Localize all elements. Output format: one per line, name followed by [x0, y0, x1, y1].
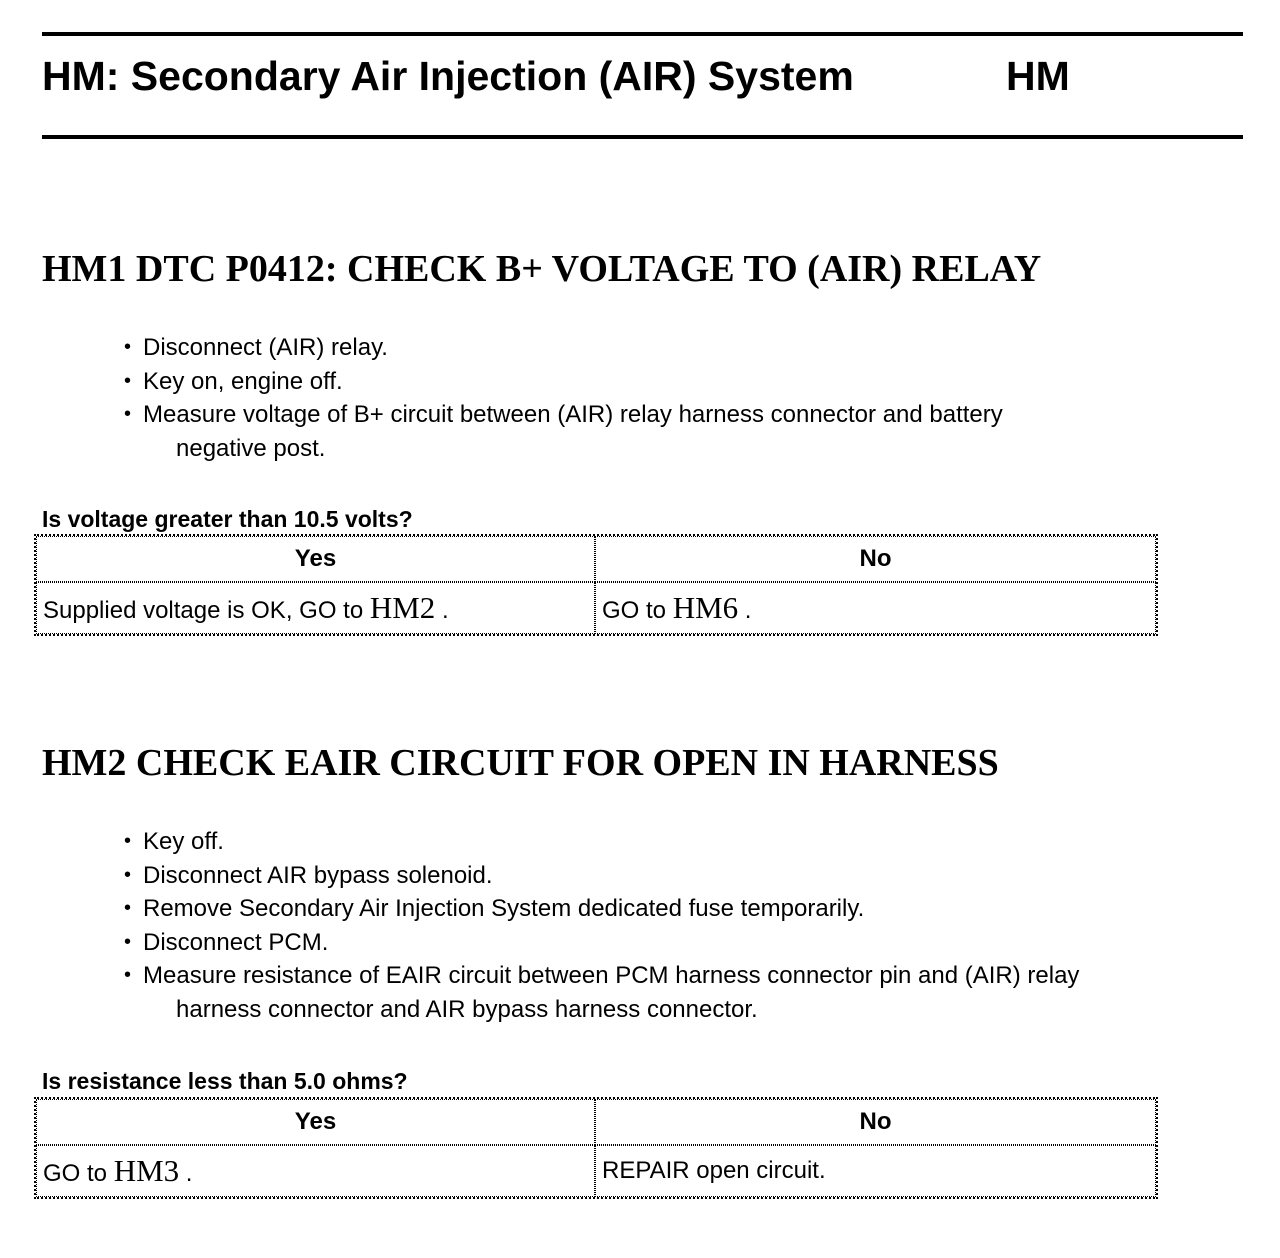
bullet-icon: •	[124, 336, 132, 358]
table-header-row	[36, 536, 1156, 582]
link-hm2[interactable]: HM2	[369, 590, 436, 625]
bullet-icon: •	[124, 964, 132, 986]
list-item: • Disconnect (AIR) relay.	[124, 331, 1003, 365]
document-title: HM: Secondary Air Injection (AIR) System	[42, 53, 854, 99]
yes-column-header: Yes	[36, 536, 595, 582]
bullet-icon: •	[124, 863, 132, 886]
no-column-header: No	[595, 536, 1156, 582]
yes-cell: Supplied voltage is OK, GO to HM2 .	[36, 582, 595, 634]
table-row	[36, 1145, 1156, 1197]
step-hm2-instructions	[124, 825, 1079, 1026]
step-hm1-answer-table	[34, 534, 1158, 636]
bullet-icon: •	[124, 830, 132, 852]
yes-cell: GO to HM3 .	[36, 1145, 595, 1197]
list-item: • Measure voltage of B+ circuit between (AIR) relay harness connector and battery negative post.	[124, 398, 1003, 465]
document-code: HM	[1006, 53, 1070, 99]
header-top-rule	[42, 32, 1243, 36]
list-item: • Measure resistance of EAIR circuit between PCM harness connector pin and (AIR) relay harness connector and AIR bypass harness connector.	[124, 959, 1079, 1026]
bullet-continuation: harness connector and AIR bypass harness connector.	[176, 995, 758, 1023]
yes-column-header: Yes	[36, 1099, 595, 1145]
no-cell: GO to HM6 .	[595, 582, 1156, 634]
link-hm6[interactable]: HM6	[672, 590, 739, 625]
bullet-icon: •	[124, 369, 132, 392]
step-hm1-instructions	[124, 331, 1003, 465]
bullet-continuation: negative post.	[176, 434, 326, 462]
step-hm2-answer-table	[34, 1097, 1158, 1199]
table-row	[36, 582, 1156, 634]
list-item: • Key off.	[124, 825, 1079, 859]
bullet-icon: •	[124, 897, 132, 919]
step-heading-hm2: HM2 CHECK EAIR CIRCUIT FOR OPEN IN HARNESS	[42, 742, 999, 784]
bullet-icon: •	[124, 930, 132, 953]
no-cell: REPAIR open circuit.	[595, 1145, 1156, 1197]
bullet-icon: •	[124, 403, 132, 425]
link-hm3[interactable]: HM3	[113, 1153, 180, 1188]
list-item: • Remove Secondary Air Injection System dedicated fuse temporarily.	[124, 892, 1079, 926]
step-hm1-question: Is voltage greater than 10.5 volts?	[42, 506, 413, 532]
header-bottom-rule	[42, 135, 1243, 139]
step-heading-hm1: HM1 DTC P0412: CHECK B+ VOLTAGE TO (AIR) RELAY	[42, 248, 1042, 290]
step-hm2-question: Is resistance less than 5.0 ohms?	[42, 1068, 408, 1094]
table-header-row	[36, 1099, 1156, 1145]
list-item: • Key on, engine off.	[124, 365, 1003, 399]
list-item: • Disconnect AIR bypass solenoid.	[124, 859, 1079, 893]
list-item: • Disconnect PCM.	[124, 926, 1079, 960]
no-column-header: No	[595, 1099, 1156, 1145]
